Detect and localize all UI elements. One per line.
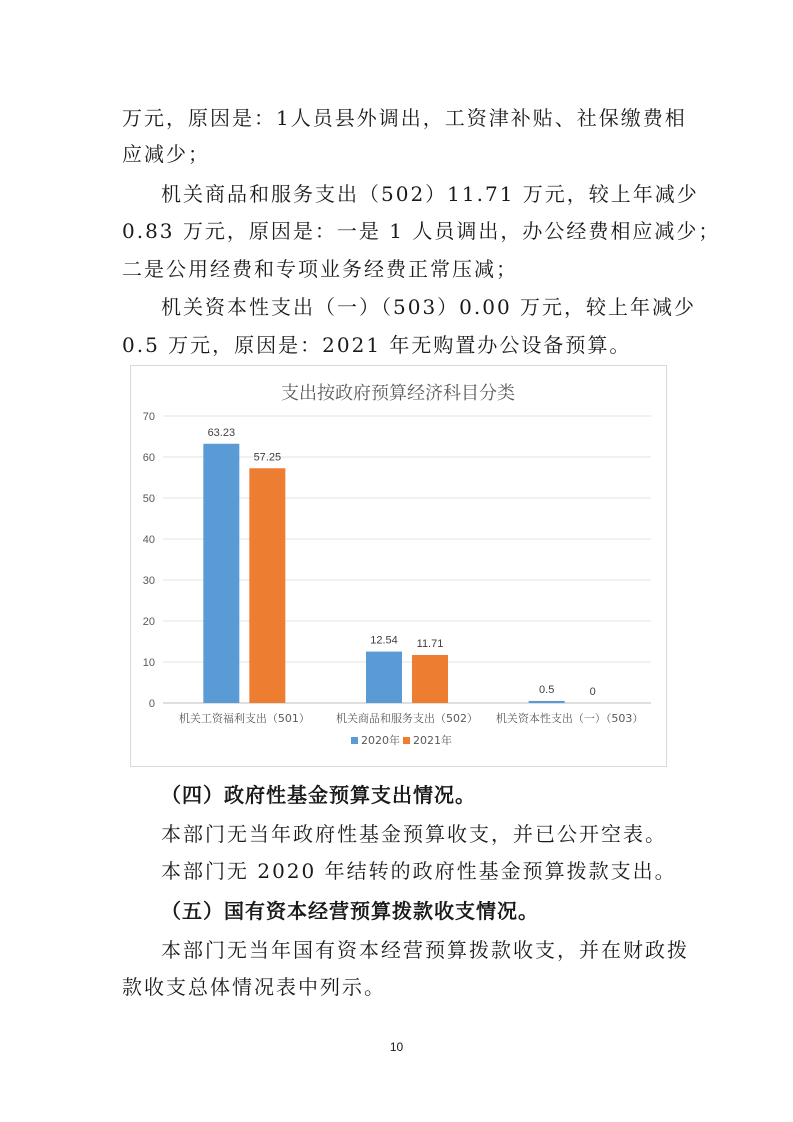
legend-swatch xyxy=(351,737,358,744)
data-label: 11.71 xyxy=(416,637,444,650)
data-label: 57.25 xyxy=(253,451,282,464)
bar xyxy=(366,652,402,703)
bar-chart xyxy=(131,366,666,766)
paragraph-line: 0.83 万元，原因是：一是 1 人员调出，办公经费相应减少； xyxy=(122,219,721,243)
y-tick-label: 40 xyxy=(142,534,155,546)
paragraph-line: 款收支总体情况表中列示。 xyxy=(122,975,386,999)
paragraph-line: 本部门无 2020 年结转的政府性基金预算拨款支出。 xyxy=(161,859,677,883)
paragraph-line: 二是公用经费和专项业务经费正常压减； xyxy=(122,257,518,281)
page-number: 10 xyxy=(389,1040,404,1054)
x-tick-label: 机关商品和服务支出（502） xyxy=(336,712,478,725)
chart-title: 支出按政府预算经济科目分类 xyxy=(281,383,515,404)
y-tick-label: 10 xyxy=(142,657,155,669)
x-tick-label: 机关资本性支出（一）（503） xyxy=(495,712,644,725)
y-tick-label: 20 xyxy=(142,616,155,628)
bar xyxy=(529,701,565,703)
y-tick-label: 60 xyxy=(142,452,155,464)
y-tick-label: 0 xyxy=(148,698,155,710)
legend-entry: 2021年 xyxy=(413,734,452,747)
paragraph-line: 本部门无当年国有资本经营预算拨款收支，并在财政拨 xyxy=(161,938,689,962)
data-label: 12.54 xyxy=(370,634,398,647)
y-tick-label: 50 xyxy=(142,493,155,505)
chart-container xyxy=(130,365,667,767)
section-heading-5: （五）国有资本经营预算拨款收支情况。 xyxy=(161,899,539,923)
y-tick-label: 30 xyxy=(142,575,155,587)
paragraph-line: 应减少； xyxy=(122,142,210,166)
section-heading-4: （四）政府性基金预算支出情况。 xyxy=(161,783,476,807)
y-tick-label: 70 xyxy=(142,411,155,423)
paragraph-line: 0.5 万元，原因是：2021 年无购置办公设备预算。 xyxy=(122,333,632,357)
data-label: 0 xyxy=(589,686,596,698)
bar xyxy=(203,444,239,703)
bar xyxy=(412,655,448,703)
bar xyxy=(249,468,285,703)
legend-entry: 2020年 xyxy=(361,734,400,747)
paragraph-line: 机关资本性支出（一）（503）0.00 万元，较上年减少 xyxy=(161,295,697,319)
paragraph-line: 机关商品和服务支出（502）11.71 万元，较上年减少 xyxy=(161,182,699,206)
paragraph-line: 万元，原因是：1人员县外调出，工资津补贴、社保缴费相 xyxy=(122,106,687,130)
legend-swatch xyxy=(403,737,410,744)
x-tick-label: 机关工资福利支出（501） xyxy=(178,712,310,725)
data-label: 63.23 xyxy=(207,426,236,439)
paragraph-line: 本部门无当年政府性基金预算收支，并已公开空表。 xyxy=(161,822,667,846)
data-label: 0.5 xyxy=(539,683,555,696)
